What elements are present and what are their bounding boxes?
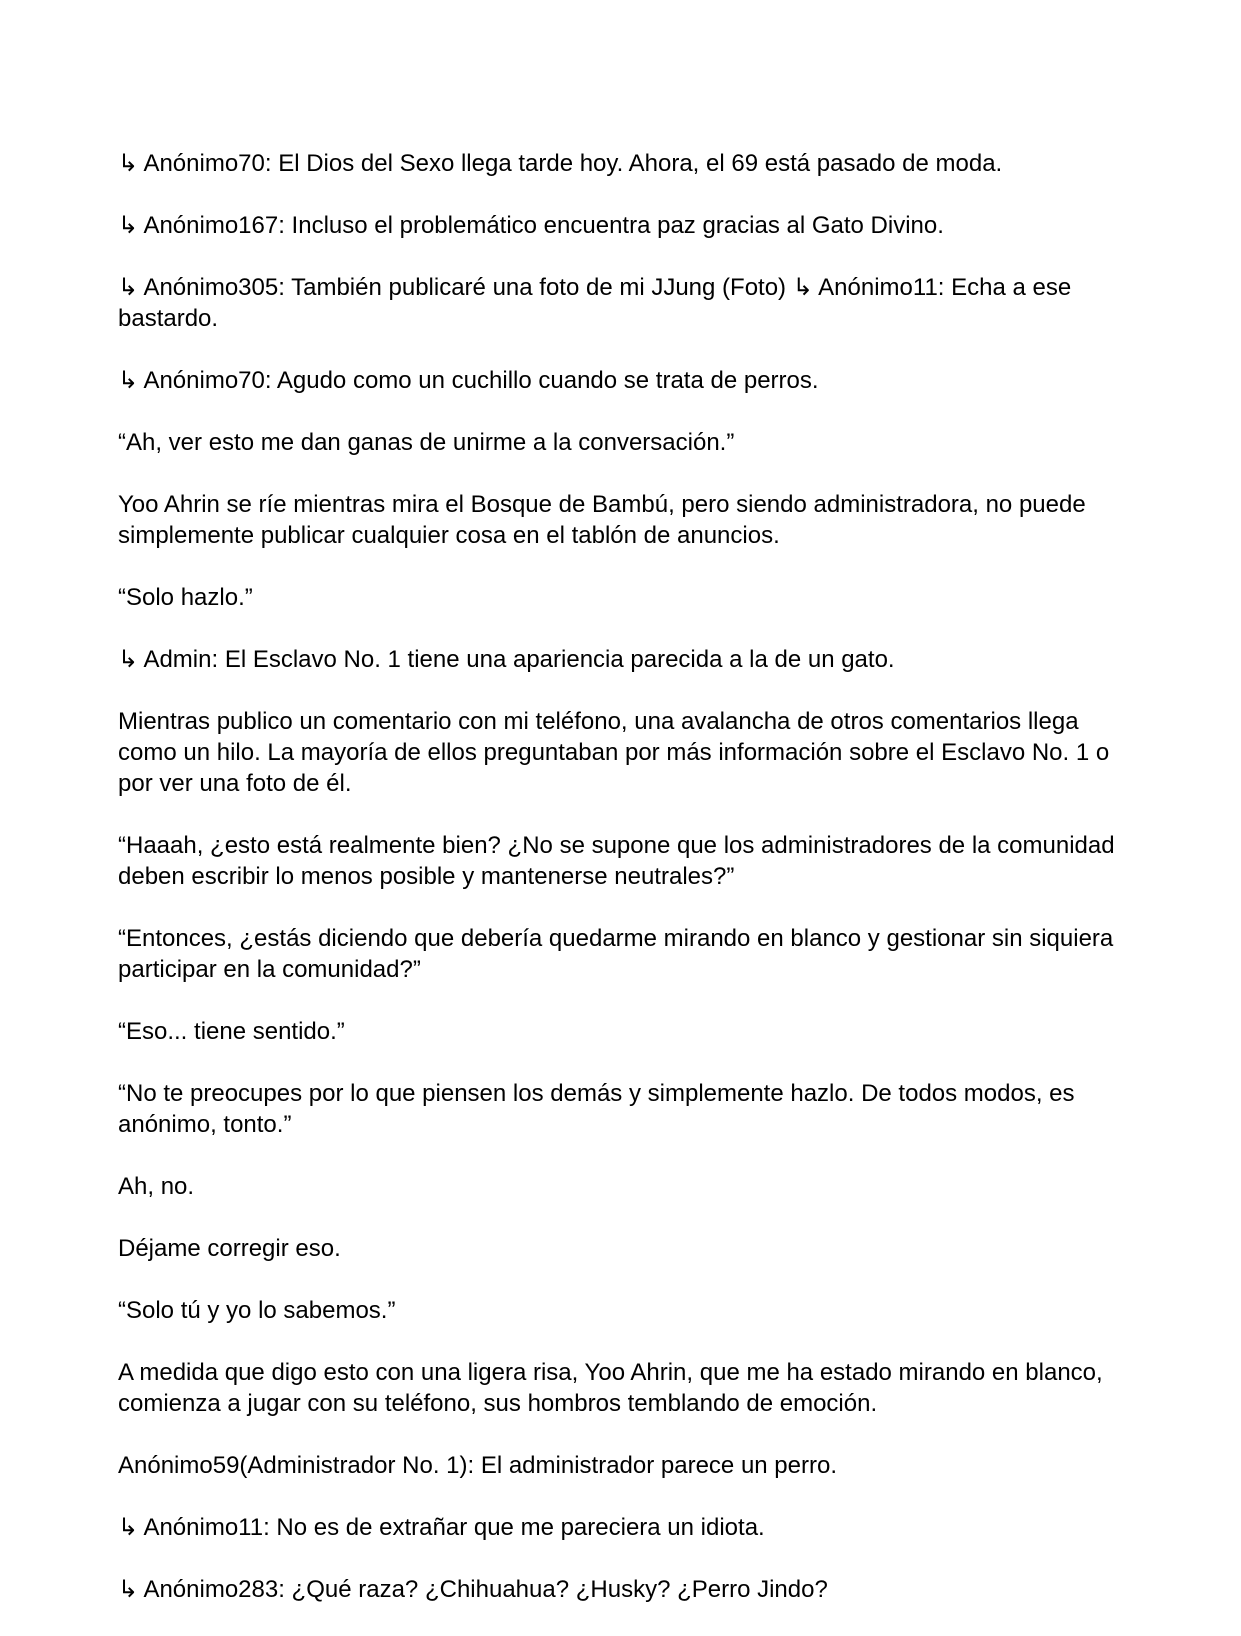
paragraph: “Solo tú y yo lo sabemos.” <box>118 1297 396 1324</box>
paragraph: “Ah, ver esto me dan ganas de unirme a la conversación.” <box>118 429 735 456</box>
paragraph: ↳ Anónimo283: ¿Qué raza? ¿Chihuahua? ¿Husky? ¿Perro Jindo? <box>118 1576 828 1603</box>
paragraph: Ah, no. <box>118 1173 195 1200</box>
paragraph: A medida que digo esto con una ligera risa, Yoo Ahrin, que me ha estado mirando en blanco, comienza a jugar con su teléfono, sus hombros temblando de emoción. <box>118 1359 1103 1417</box>
paragraph: ↳ Anónimo305: También publicaré una foto de mi JJung (Foto) ↳ Anónimo11: Echa a ese bastardo. <box>118 274 1072 332</box>
paragraph: Mientras publico un comentario con mi teléfono, una avalancha de otros comentarios llega como un hilo. La mayoría de ellos preguntaban por más información sobre el Esclavo No. 1 o por ver una foto de él. <box>118 708 1110 797</box>
document-body <box>118 148 1128 1636</box>
paragraph: “Eso... tiene sentido.” <box>118 1018 345 1045</box>
paragraph: ↳ Anónimo11: No es de extrañar que me pareciera un idiota. <box>118 1514 765 1541</box>
paragraph: “Haaah, ¿esto está realmente bien? ¿No se supone que los administradores de la comunidad deben escribir lo menos posible y mantenerse neutrales?” <box>118 832 1115 890</box>
paragraph: ↳ Anónimo167: Incluso el problemático encuentra paz gracias al Gato Divino. <box>118 212 944 239</box>
paragraph: “No te preocupes por lo que piensen los demás y simplemente hazlo. De todos modos, es anónimo, tonto.” <box>118 1080 1075 1138</box>
paragraph: ↳ Anónimo70: El Dios del Sexo llega tarde hoy. Ahora, el 69 está pasado de moda. <box>118 150 1003 177</box>
paragraph: “Solo hazlo.” <box>118 584 253 611</box>
paragraph: ↳ Admin: El Esclavo No. 1 tiene una apariencia parecida a la de un gato. <box>118 646 895 673</box>
paragraph: Yoo Ahrin se ríe mientras mira el Bosque de Bambú, pero siendo administradora, no puede simplemente publicar cualquier cosa en el tablón de anuncios. <box>118 491 1086 549</box>
paragraph: Anónimo59(Administrador No. 1): El administrador parece un perro. <box>118 1452 838 1479</box>
paragraph: “Entonces, ¿estás diciendo que debería quedarme mirando en blanco y gestionar sin siquiera participar en la comunidad?” <box>118 925 1114 983</box>
paragraph: Déjame corregir eso. <box>118 1235 341 1262</box>
paragraph: ↳ Anónimo70: Agudo como un cuchillo cuando se trata de perros. <box>118 367 819 394</box>
